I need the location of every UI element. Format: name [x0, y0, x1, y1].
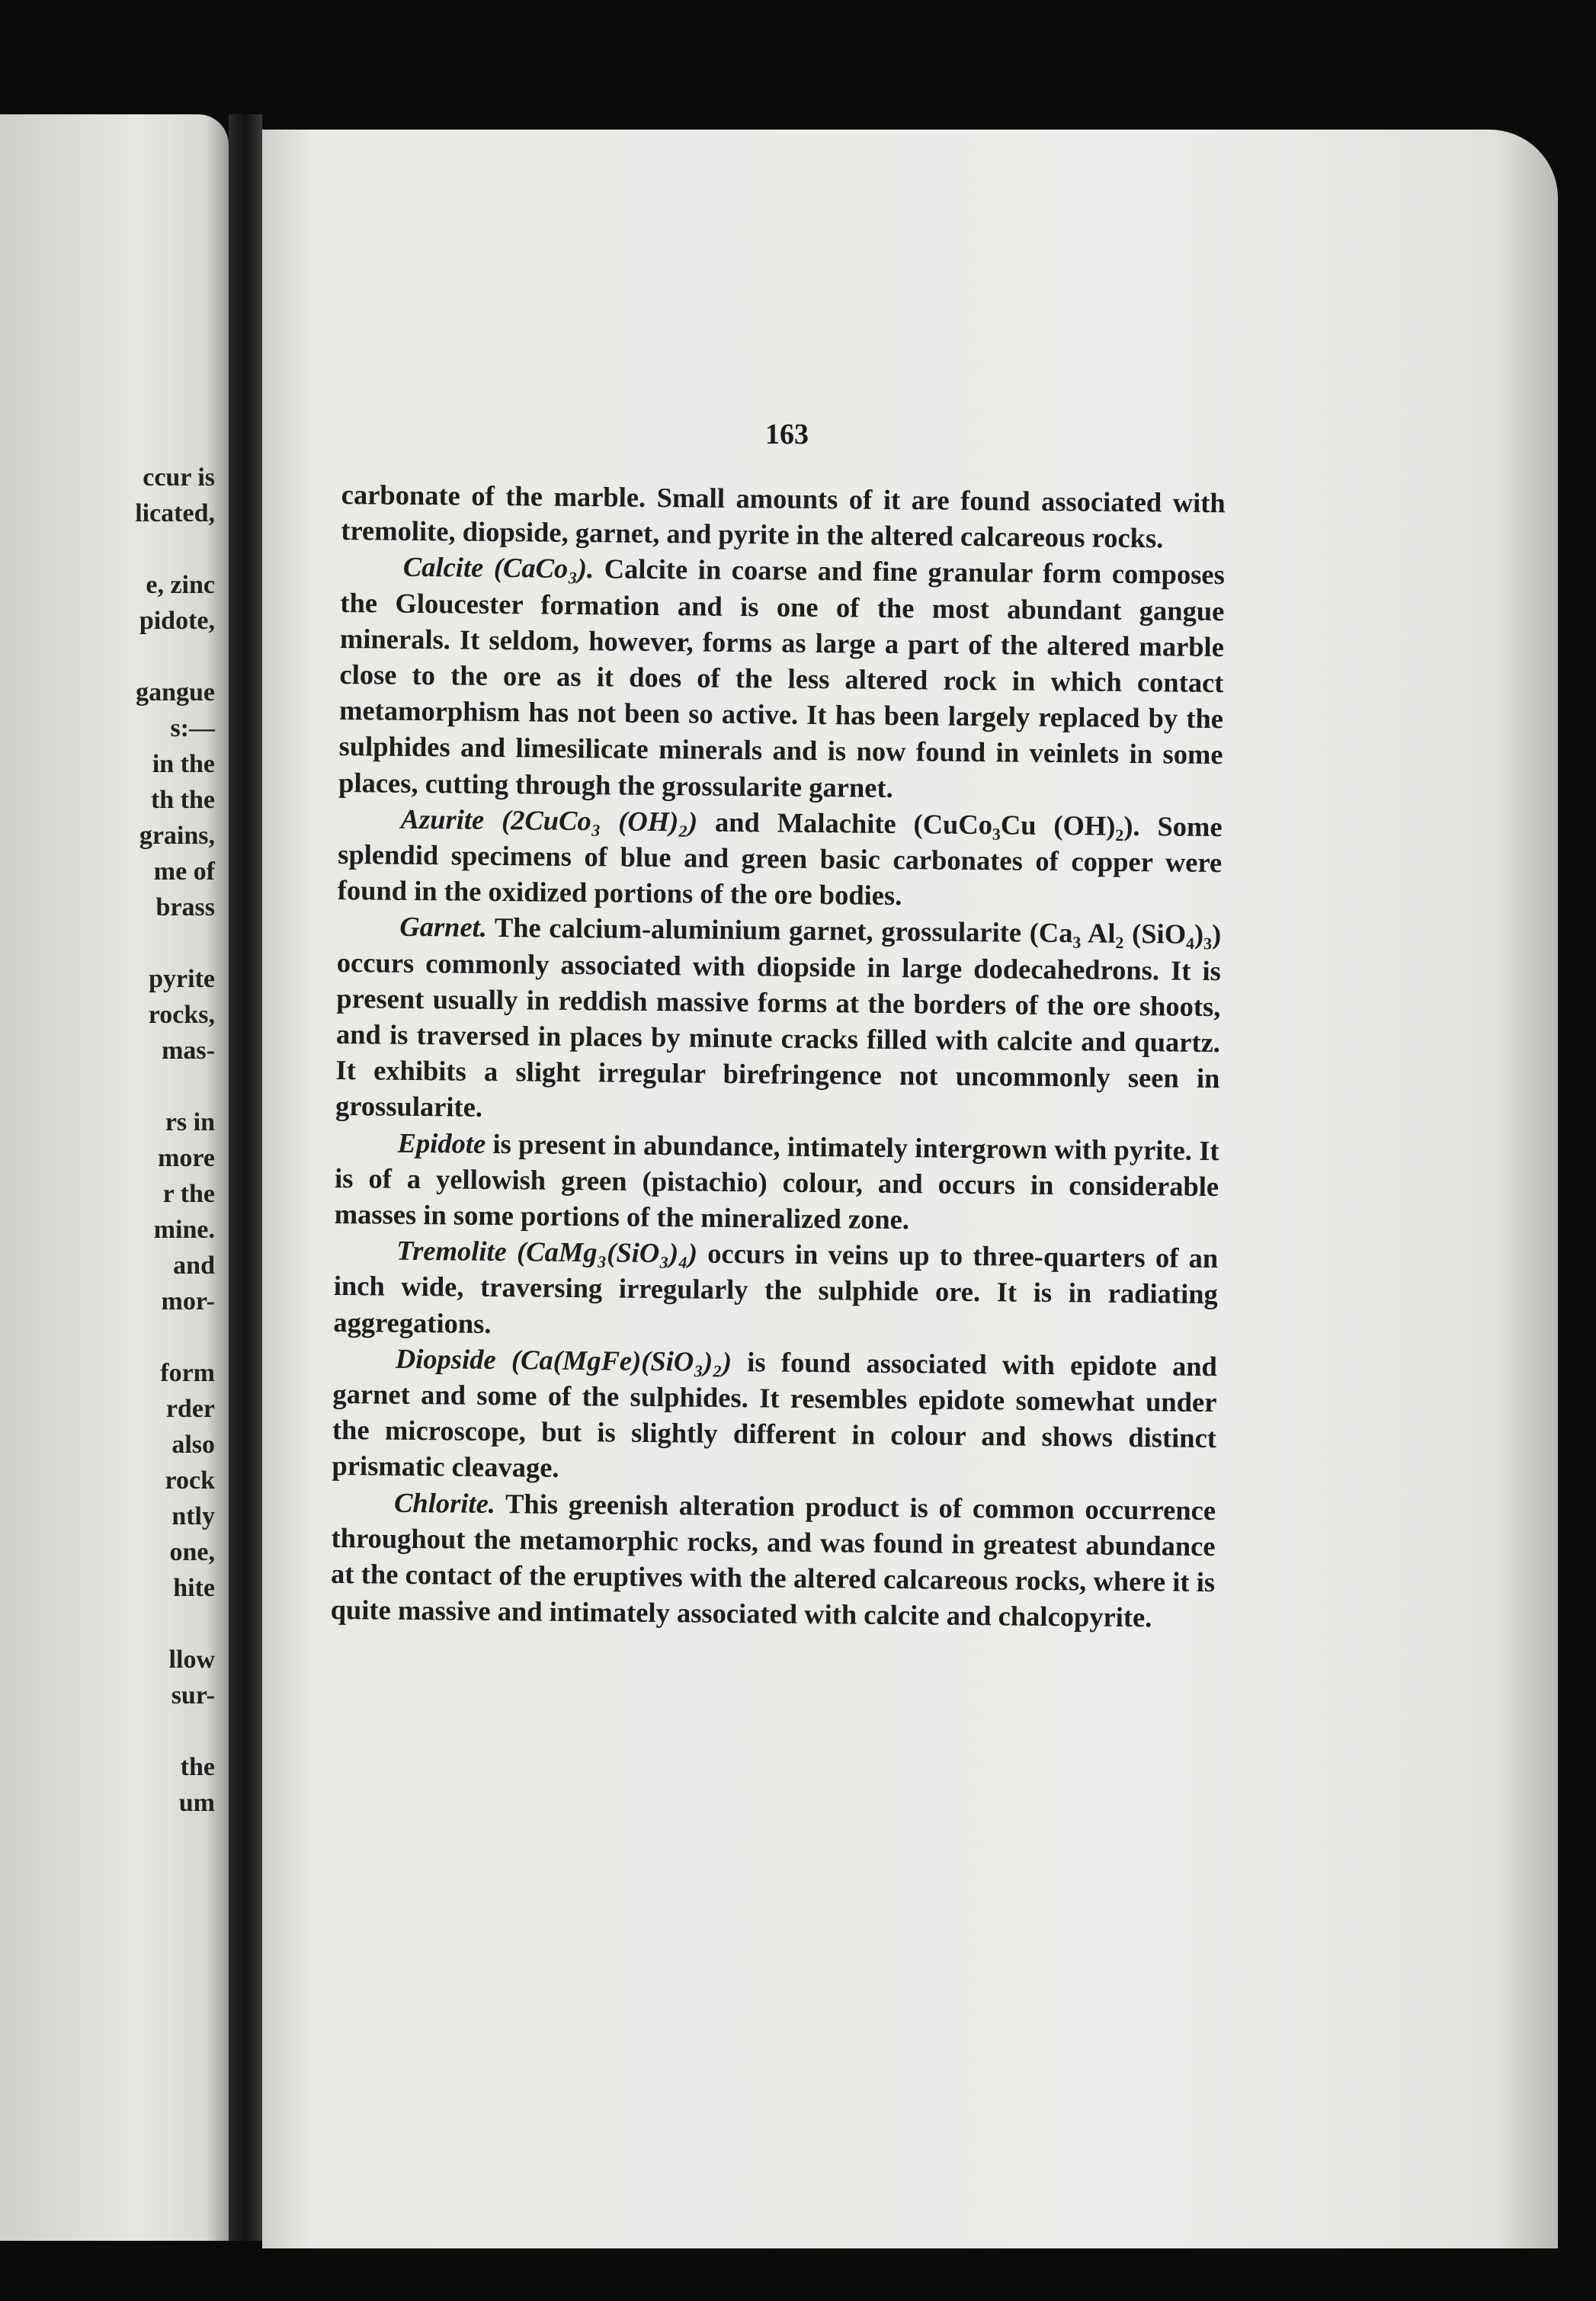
left-page-line: gangue	[136, 678, 215, 707]
paragraph-text: occurs in veins up to three-quarters of an inch wide, traversing irregularly the sulphide ore. It is in radiating aggregations.	[333, 1237, 1219, 1339]
left-page-line: e, zinc	[146, 571, 215, 599]
paragraph-calcite	[338, 548, 1225, 809]
paragraph-tremolite	[333, 1232, 1218, 1348]
mineral-heading: Epidote	[397, 1126, 486, 1159]
left-page-line: in the	[152, 750, 215, 778]
left-page-line: pyrite	[149, 965, 215, 993]
left-page-line	[135, 639, 215, 675]
left-page-line: mor-	[161, 1287, 215, 1316]
paragraph-carbonate	[341, 476, 1226, 557]
left-page-line: ntly	[171, 1502, 215, 1530]
paragraph-text: and Malachite (CuCo₃Cu (OH)₂). Some splendid specimens of blue and green basic carbonates of copper were found in the oxidized portions of the ore bodies.	[337, 806, 1223, 912]
paragraph-text: carbonate of the marble. Small amounts of it are found associated with tremolite, diopside, garnet, and pyrite in the altered calcareous rocks.	[341, 478, 1226, 554]
mineral-heading: Azurite	[400, 803, 485, 835]
paragraph-text: Calcite in coarse and fine granular form composes the Gloucester formation and is one of the most abundant gangue minerals. It seldom, however, forms as large a part of the altered marble close to the ore as it does of the less altered rock in which contact metamorphism has not been so active. It has been largely replaced by the sulphides and limesilicate minerals and is now found in veinlets in some places, cutting through the grossularite garnet.	[338, 553, 1226, 803]
left-page-line: rock	[165, 1466, 215, 1495]
mineral-heading: Diopside	[395, 1342, 496, 1375]
mineral-heading: Chlorite.	[393, 1486, 496, 1519]
left-page-line: me of	[153, 857, 215, 886]
mineral-heading: Calcite	[402, 551, 484, 584]
left-page-line: ccur is	[143, 463, 215, 492]
left-page-edge	[0, 114, 229, 2241]
left-page-line: rs in	[165, 1108, 215, 1136]
left-page-line: mine.	[153, 1216, 215, 1244]
paragraph-epidote	[334, 1124, 1219, 1241]
paragraph-text: is present in abundance, intimately intergrown with pyrite. It is of a yellowish green (pistachio) colour, and occurs in considerable masses in some portions of the mineralized zone.	[334, 1127, 1219, 1235]
left-page-line: mas-	[162, 1037, 215, 1065]
mineral-heading: Garnet.	[399, 911, 488, 944]
left-page-line	[135, 1069, 215, 1104]
left-page-line	[135, 925, 215, 961]
left-page-line	[135, 1319, 215, 1355]
mineral-heading: Tremolite	[396, 1235, 508, 1267]
paragraph-azurite	[338, 800, 1223, 917]
paragraph-text: is found associated with epidote and garnet and some of the sulphides. It resembles epidote somewhat under the microscope, but is slightly different in colour and shows distinct prismatic cleavage.	[332, 1345, 1218, 1484]
paragraph-text: The calcium-aluminium garnet, grossularite (Ca₃ Al₂ (SiO₄)₃) occurs commonly associated with diopside in large dodecahedrons. It is present usually in reddish massive forms at the borders of the ore shoots, and is traversed in places by minute cracks filled with calcite and quartz. It exhibits a slight irregular birefringence not uncommonly seen in grossularite.	[335, 912, 1222, 1123]
paragraph-text: This greenish alteration product is of common occurrence throughout the metamorphic rocks, and was found in greatest abundance at the contact of the eruptives with the altered calcareous rocks, where it is quite massive and intimately associated with calcite and chalcopyrite.	[330, 1487, 1216, 1633]
left-page-line	[135, 531, 215, 567]
left-page-line: and	[173, 1251, 215, 1280]
left-page-line	[135, 1713, 215, 1749]
left-page-line: one,	[169, 1538, 215, 1566]
page-number: 163	[765, 418, 809, 450]
mineral-formula: (2CuCo₃ (OH)₂)	[501, 803, 698, 838]
left-page-line: rocks,	[148, 1001, 215, 1029]
left-page-line: th the	[150, 786, 215, 814]
left-page-line: llow	[168, 1646, 215, 1674]
left-page-line: sur-	[171, 1681, 215, 1710]
left-page-line: um	[178, 1789, 215, 1817]
left-page-line: grains,	[139, 822, 215, 850]
paragraph-diopside	[332, 1340, 1217, 1492]
body-text	[331, 476, 1226, 1636]
paragraph-garnet	[335, 908, 1222, 1132]
left-page-line: pidote,	[139, 607, 215, 635]
mineral-formula: (CaCo₃).	[493, 552, 594, 585]
left-page-line: more	[158, 1144, 215, 1172]
left-page-line	[135, 1606, 215, 1642]
left-page-line: s:—	[170, 714, 215, 742]
left-page-line: rder	[165, 1395, 215, 1423]
mineral-formula: (Ca(MgFe)(SiO₃)₂)	[511, 1344, 732, 1377]
left-page-line: the	[180, 1753, 215, 1781]
mineral-formula: (CaMg₃(SiO₃)₄)	[516, 1235, 698, 1269]
left-page-text-fragments	[135, 460, 215, 1821]
left-page-line: brass	[155, 893, 215, 921]
left-page-line: r the	[162, 1180, 215, 1208]
left-page-line: licated,	[135, 499, 215, 527]
left-page-line: form	[160, 1359, 215, 1387]
book-gutter	[229, 114, 262, 2241]
left-page-line: hite	[173, 1574, 215, 1602]
left-page-line: also	[171, 1431, 215, 1459]
paragraph-chlorite	[331, 1484, 1216, 1636]
